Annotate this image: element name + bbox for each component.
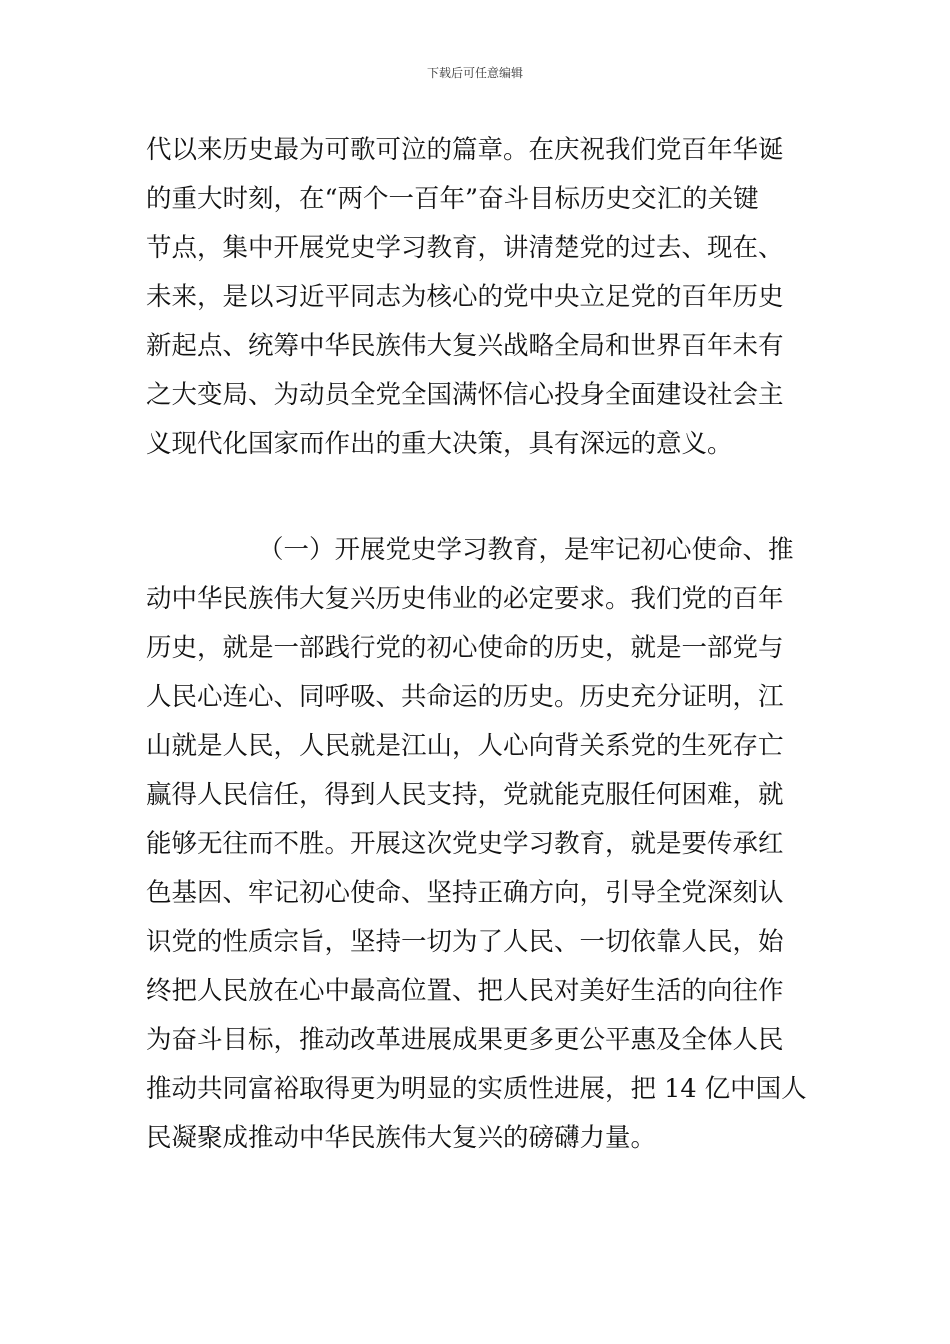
- page-header: 下载后可任意编辑: [426, 66, 523, 80]
- text-line: 代以来历史最为可歌可泣的篇章。在庆祝我们党百年华诞: [146, 135, 784, 165]
- text-line: 为奋斗目标，推动改革进展成果更多更公平惠及全体人民: [146, 1025, 784, 1055]
- text-line: 赢得人民信任，得到人民支持，党就能克服任何困难，就: [146, 780, 784, 810]
- text-line: 山就是人民，人民就是江山，人心向背关系党的生死存亡: [146, 731, 784, 761]
- text-line: 新起点、统筹中华民族伟大复兴战略全局和世界百年未有: [146, 331, 784, 361]
- text-line: 的重大时刻，在“两个一百年”奋斗目标历史交汇的关键: [146, 184, 759, 214]
- text-line: 能够无往而不胜。开展这次党史学习教育，就是要传承红: [146, 829, 784, 859]
- text-line: 民凝聚成推动中华民族伟大复兴的磅礴力量。: [146, 1123, 657, 1153]
- paragraph-1: [146, 126, 810, 469]
- text-line: 节点，集中开展党史学习教育，讲清楚党的过去、现在、: [146, 233, 784, 263]
- paragraph-2: [146, 526, 810, 1163]
- text-line-indented: （一）开展党史学习教育，是牢记初心使命、推: [258, 535, 794, 565]
- text-line: 历史，就是一部践行党的初心使命的历史，就是一部党与: [146, 633, 784, 663]
- text-line: 之大变局、为动员全党全国满怀信心投身全面建设社会主: [146, 380, 784, 410]
- text-line: 色基因、牢记初心使命、坚持正确方向，引导全党深刻认: [146, 878, 784, 908]
- text-line: 推动共同富裕取得更为明显的实质性进展，把 14 亿中国人: [146, 1074, 807, 1104]
- text-line: 义现代化国家而作出的重大决策，具有深远的意义。: [146, 429, 733, 459]
- text-line: 人民心连心、同呼吸、共命运的历史。历史充分证明，江: [146, 682, 784, 712]
- text-line: 终把人民放在心中最高位置、把人民对美好生活的向往作: [146, 976, 784, 1006]
- text-line: 未来，是以习近平同志为核心的党中央立足党的百年历史: [146, 282, 784, 312]
- text-line: 识党的性质宗旨，坚持一切为了人民、一切依靠人民，始: [146, 927, 784, 957]
- text-line: 动中华民族伟大复兴历史伟业的必定要求。我们党的百年: [146, 584, 784, 614]
